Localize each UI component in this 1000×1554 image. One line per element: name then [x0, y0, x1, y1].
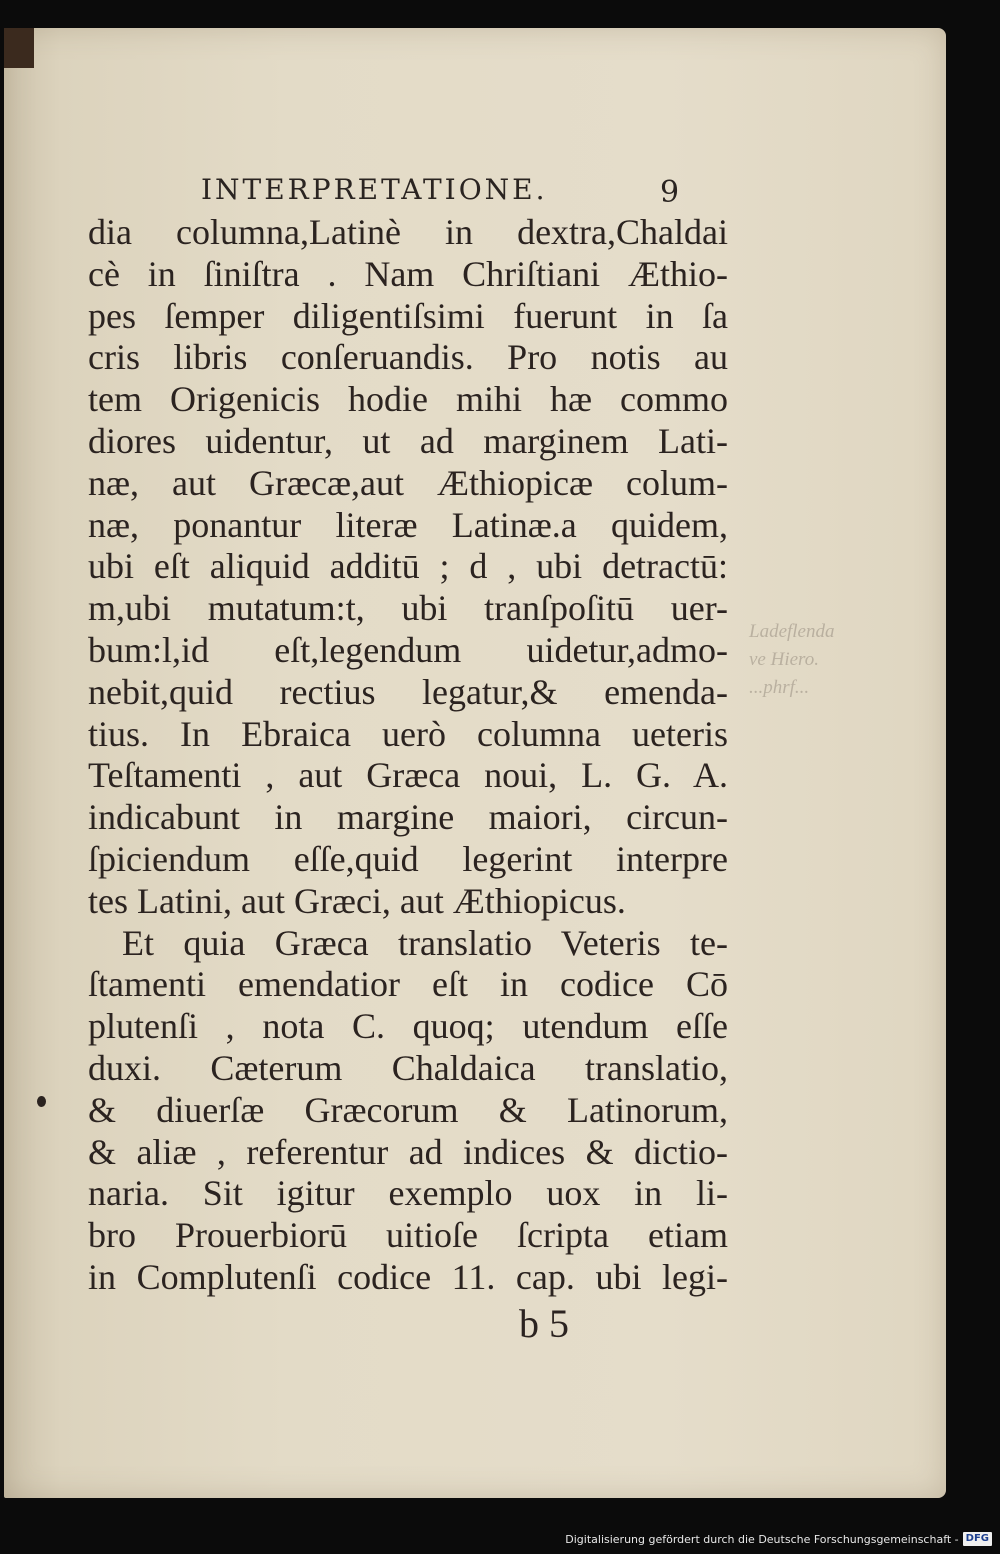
text-line: cris libris conſeruandis. Pro notis au	[88, 337, 728, 378]
text-line: indicabunt in margine maiori, circun-	[88, 797, 728, 838]
text-line: cè in ſiniſtra . Nam Chriſtiani Æthio-	[88, 253, 728, 294]
text-line: plutenſi , nota C. quoq; utendum eſſe	[88, 1006, 728, 1047]
text-line: diores uidentur, ut ad marginem Lati-	[88, 420, 728, 461]
text-line: tes Latini, aut Græci, aut Æthiopicus.	[88, 880, 626, 921]
text-line: bum:l,id eſt,legendum uidetur,admo-	[88, 629, 728, 670]
text-line: ſtamenti emendatior eſt in codice Cō	[88, 964, 728, 1005]
marginal-note-line: ve Hiero.	[749, 649, 819, 670]
text-line: naria. Sit igitur exemplo uox in li-	[88, 1173, 728, 1214]
book-binding-edge	[4, 28, 34, 68]
marginal-note-line: ...phrf...	[749, 677, 810, 698]
page-number: 9	[660, 175, 680, 210]
text-line: m,ubi mutatum:t, ubi tranſpoſitū uer-	[88, 588, 728, 629]
body-text	[88, 212, 728, 1299]
text-line: nebit,quid rectius legatur,& emenda-	[88, 671, 728, 712]
running-head-title: INTERPRETATIONE.	[201, 173, 548, 206]
text-line: dia columna,Latinè in dextra,Chaldai	[88, 212, 728, 252]
digitization-credit	[565, 1530, 992, 1548]
text-line: ubi eſt aliquid additū ; d , ubi detractū:	[88, 546, 728, 587]
marginal-note-bleed-through	[749, 618, 869, 702]
text-line: ſpiciendum eſſe,quid legerint interpre	[88, 838, 728, 879]
dfg-logo-icon: DFG	[963, 1532, 992, 1546]
text-line: pes ſemper diligentiſsimi fuerunt in ſa	[88, 295, 728, 336]
book-page	[4, 28, 946, 1498]
text-line: tius. In Ebraica uerò columna ueteris	[88, 713, 728, 754]
text-line: tem Origenicis hodie mihi hæ commo	[88, 379, 728, 420]
ink-dot-mark	[37, 1096, 46, 1107]
text-line-paragraph-start: Et quia Græca translatio Veteris te-	[122, 922, 728, 963]
signature-mark: b 5	[519, 1301, 569, 1346]
text-line: & aliæ , referentur ad indices & dictio-	[88, 1131, 728, 1172]
text-line: Teſtamenti , aut Græca noui, L. G. A.	[88, 755, 728, 796]
text-line: duxi. Cæterum Chaldaica translatio,	[88, 1047, 728, 1088]
marginal-note-line: Ladeflenda	[749, 621, 835, 642]
text-line: bro Prouerbiorū uitioſe ſcripta etiam	[88, 1215, 728, 1256]
text-line: & diuerſæ Græcorum & Latinorum,	[88, 1089, 728, 1130]
text-line: in Complutenſi codice 11. cap. ubi legi-	[88, 1256, 728, 1297]
running-head	[4, 173, 704, 213]
credit-text: Digitalisierung gefördert durch die Deutsche Forschungsgemeinschaft -	[565, 1532, 959, 1546]
text-line: næ, ponantur literæ Latinæ.a quidem,	[88, 504, 728, 545]
text-line: næ, aut Græcæ,aut Æthiopicæ colum-	[88, 462, 728, 503]
